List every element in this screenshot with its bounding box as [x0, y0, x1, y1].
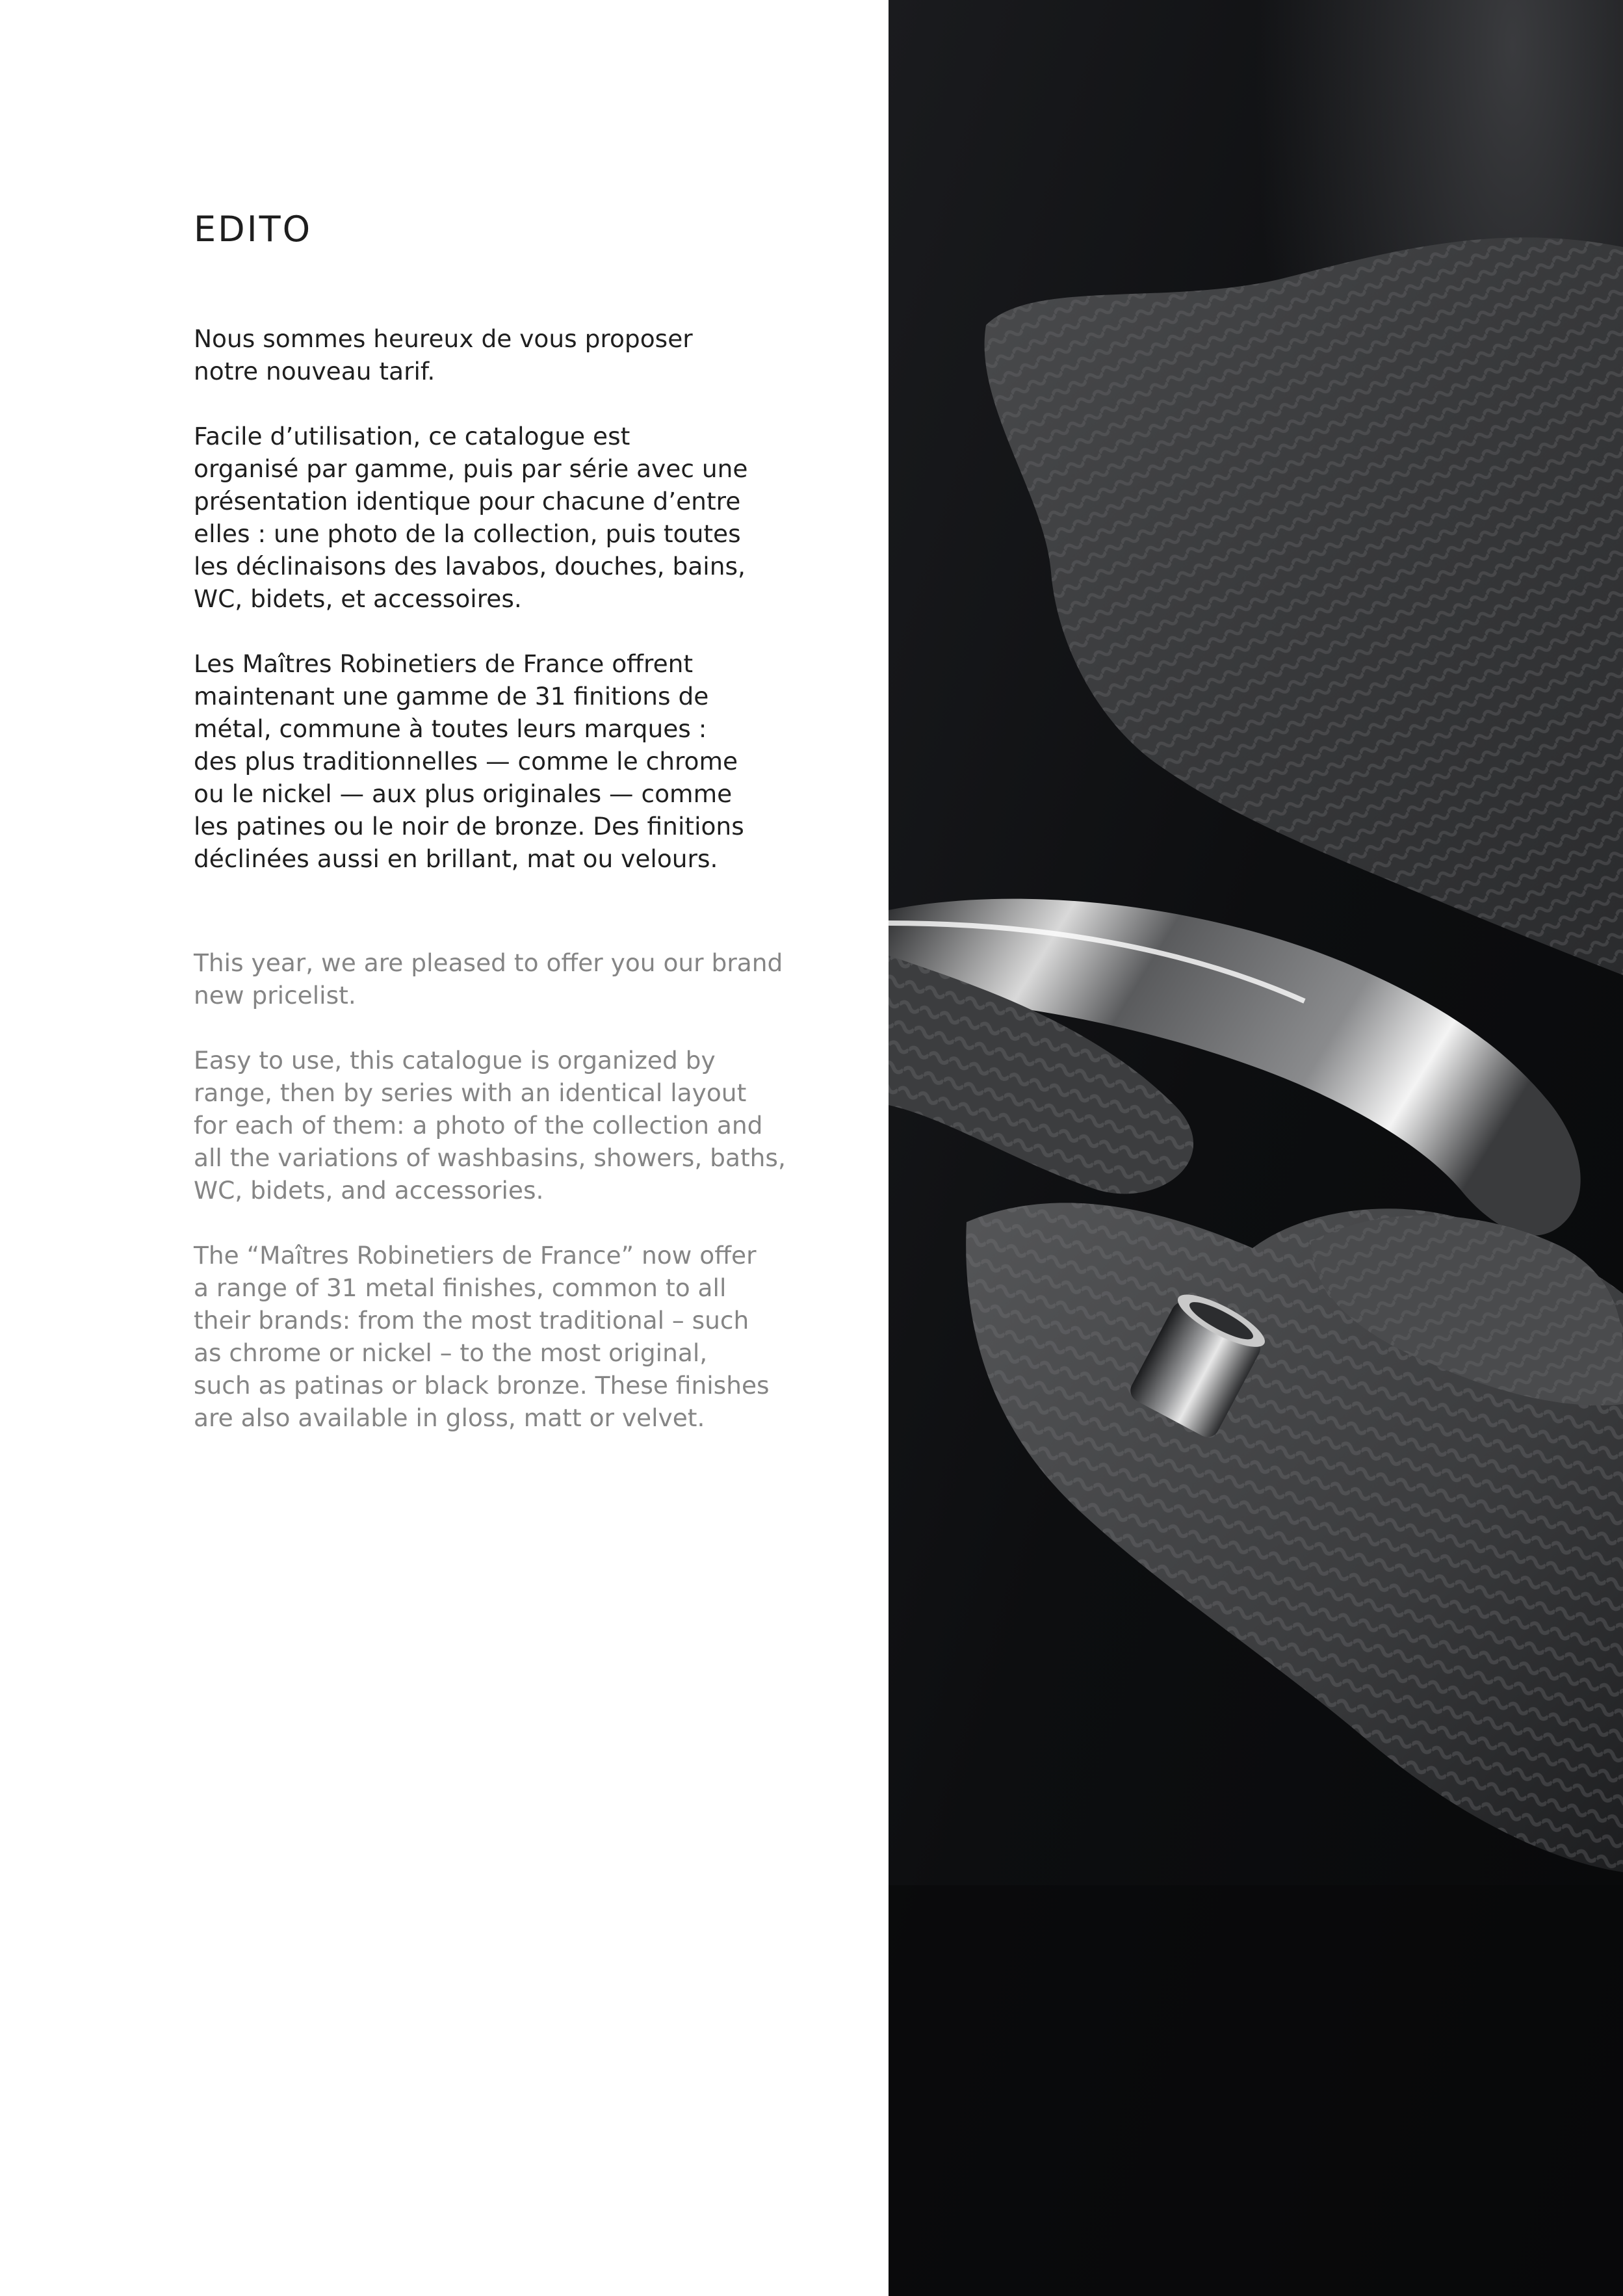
edito-column	[194, 207, 798, 1467]
french-paragraph-1: Nous sommes heureux de vous proposer notre nouveau tarif.	[194, 324, 693, 385]
gloved-hands-faucet-photo	[889, 0, 1623, 2296]
english-paragraph-2: Easy to use, this catalogue is organized by range, then by series with an identical layout for each of them: a photo of the collection and all the variations of washbasins, showers, baths, WC, bidets, and accessories.	[194, 1046, 786, 1205]
english-paragraph-1: This year, we are pleased to offer you our brand new pricelist.	[194, 948, 783, 1010]
english-text-block	[194, 946, 798, 1434]
french-text-block	[194, 322, 798, 875]
french-paragraph-3: Les Maîtres Robinetiers de France offrent maintenant une gamme de 31 finitions de métal, commune à toutes leurs marques : des plus traditionnelles — comme le chrome ou le nickel — aux plus originales — comme les patines ou le noir de bronze. Des finitions déclinées aussi en brillant, mat ou velours.	[194, 649, 744, 873]
page-title: EDITO	[194, 209, 313, 250]
english-paragraph-3: The “Maîtres Robinetiers de France” now offer a range of 31 metal finishes, common to all their brands: from the most traditional – such as chrome or nickel – to the most original, such as patinas or black bronze. These finishes are also available in gloss, matt or velvet.	[194, 1241, 770, 1432]
french-paragraph-2: Facile d’utilisation, ce catalogue est organisé par gamme, puis par série avec une présentation identique pour chacune d’entre elles : une photo de la collection, puis toutes les déclinaisons des lavabos, douches, bains, WC, bidets, et accessoires.	[194, 422, 748, 613]
